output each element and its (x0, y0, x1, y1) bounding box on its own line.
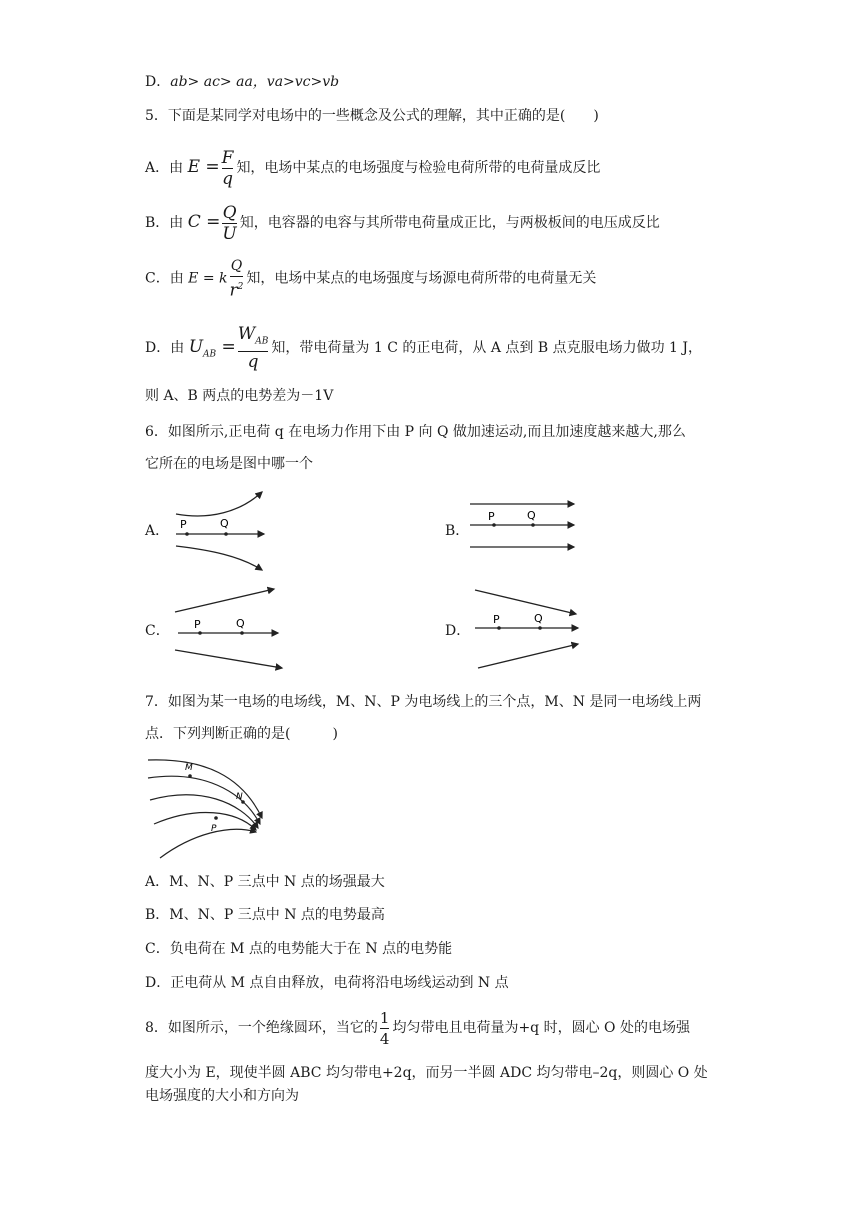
q8-stem-line3: 电场强度的大小和方向为 (145, 1088, 299, 1104)
q6-figure-d (470, 584, 584, 672)
q6-d-point-q: Q (534, 612, 543, 625)
q7-point-n: N (236, 792, 243, 802)
q7-field-figure (144, 754, 270, 862)
q6-b-point-p: P (488, 510, 495, 523)
q5-d-w: W (237, 324, 256, 344)
q5-d-numerator (238, 324, 269, 351)
q7-point-m: M (185, 763, 193, 773)
q5-option-c-label: C．由 (145, 270, 184, 287)
q6-stem-line2: 它所在的电场是图中哪一个 (145, 456, 313, 472)
q8-frac-den: 4 (379, 1029, 390, 1048)
q5-c-formula-lhs: E = k (188, 270, 228, 287)
q6-option-d-label: D． (445, 623, 471, 639)
q5-option-b (145, 200, 660, 245)
q5-option-a (145, 145, 600, 190)
q7-stem-line1: 7．如图为某一电场的电场线，M、N、P 为电场线上的三个点，M、N 是同一电场线上两 (145, 694, 702, 710)
q5-option-c (145, 256, 596, 301)
q4-option-d-label: D． (145, 74, 171, 90)
q5-option-d-label: D．由 (145, 340, 185, 357)
q5-a-denominator: q (222, 168, 233, 189)
q5-option-c-text: 知，电场中某点的电场强度与场源电荷所带的电荷量无关 (246, 270, 597, 287)
q5-a-numerator: F (221, 147, 234, 168)
q6-stem-line1: 6．如图所示,正电荷 q 在电场力作用下由 P 向 Q 做加速运动,而且加速度越来越大,那么 (145, 424, 686, 440)
q6-c-point-q: Q (236, 617, 245, 630)
q5-d-denominator: q (238, 351, 269, 372)
q7-point-p: P (211, 824, 217, 834)
q5-option-a-text: 知，电场中某点的电场强度与检验电荷所带的电荷量成反比 (236, 160, 601, 176)
q6-figure-a (170, 484, 280, 574)
q5-d-w-sub: AB (255, 336, 269, 347)
q5-c-numerator: Q (230, 258, 243, 274)
q5-c-denominator (230, 276, 244, 301)
q5-option-d-continued: 则 A、B 两点的电势差为－1V (145, 388, 334, 404)
q7-stem-line2: 点．下列判断正确的是( ) (145, 726, 338, 742)
q5-option-b-text: 知，电容器的电容与其所带电荷量成正比，与两极板间的电压成反比 (239, 215, 660, 231)
q8-stem-part2: 均匀带电且电荷量为+q 时，圆心 O 处的电场强 (392, 1020, 690, 1036)
q5-option-d (145, 324, 702, 377)
q8-stem-part1: 8．如图所示，一个绝缘圆环，当它的 (145, 1020, 378, 1036)
q6-figure-c (170, 582, 284, 674)
q6-figure-b (466, 494, 580, 558)
q7-option-c: C．负电荷在 M 点的电势能大于在 N 点的电势能 (145, 941, 453, 957)
q5-c-denominator-base: r (229, 280, 238, 301)
q6-option-b-label: B． (445, 523, 470, 539)
q5-option-b-label: B．由 (145, 215, 184, 231)
q6-a-point-q: Q (220, 517, 229, 530)
q6-c-point-p: P (194, 618, 201, 631)
q5-b-denominator: U (222, 223, 237, 244)
q5-a-fraction (222, 148, 234, 189)
q5-d-fraction (238, 324, 269, 372)
q5-b-fraction (222, 203, 236, 244)
q5-d-formula-lhs: $U_{AB}$ = (188, 337, 236, 360)
q7-option-a: A．M、N、P 三点中 N 点的场强最大 (145, 874, 385, 890)
q5-stem: 5．下面是某同学对电场中的一些概念及公式的理解，其中正确的是( ) (145, 108, 599, 124)
q8-fraction (380, 1008, 390, 1049)
q7-option-d: D．正电荷从 M 点自由释放，电荷将沿电场线运动到 N 点 (145, 975, 509, 991)
q8-stem-line1 (145, 1006, 690, 1050)
q6-b-point-q: Q (527, 509, 536, 522)
q4-option-d-text: ab> ac> aa，va>vc>vb (170, 74, 340, 90)
q8-stem-line2: 度大小为 E，现使半圆 ABC 均匀带电+2q，而另一半圆 ADC 均匀带电–2q，则圆心 O 处 (145, 1065, 708, 1081)
q5-option-d-text: 知，带电荷量为 1 C 的正电荷，从 A 点到 B 点克服电场力做功 1 J， (271, 340, 702, 357)
q5-b-formula-lhs: C = (187, 212, 221, 232)
q7-option-b: B．M、N、P 三点中 N 点的电势最高 (145, 907, 385, 923)
q6-d-point-p: P (493, 613, 500, 626)
q5-b-numerator: Q (222, 202, 237, 223)
q4-option-d (145, 72, 339, 92)
q5-d-u-sub: AB (203, 349, 217, 360)
q5-d-u: U (188, 337, 204, 358)
q8-frac-num: 1 (379, 1008, 390, 1027)
q5-option-a-label: A．由 (145, 160, 184, 176)
q6-option-a-label: A． (145, 523, 170, 539)
q6-a-point-p: P (180, 518, 187, 531)
q5-c-fraction (230, 256, 244, 301)
q5-a-formula-lhs: E = (187, 157, 220, 177)
q6-option-c-label: C． (145, 623, 170, 639)
q5-c-denominator-exp: 2 (237, 282, 244, 292)
